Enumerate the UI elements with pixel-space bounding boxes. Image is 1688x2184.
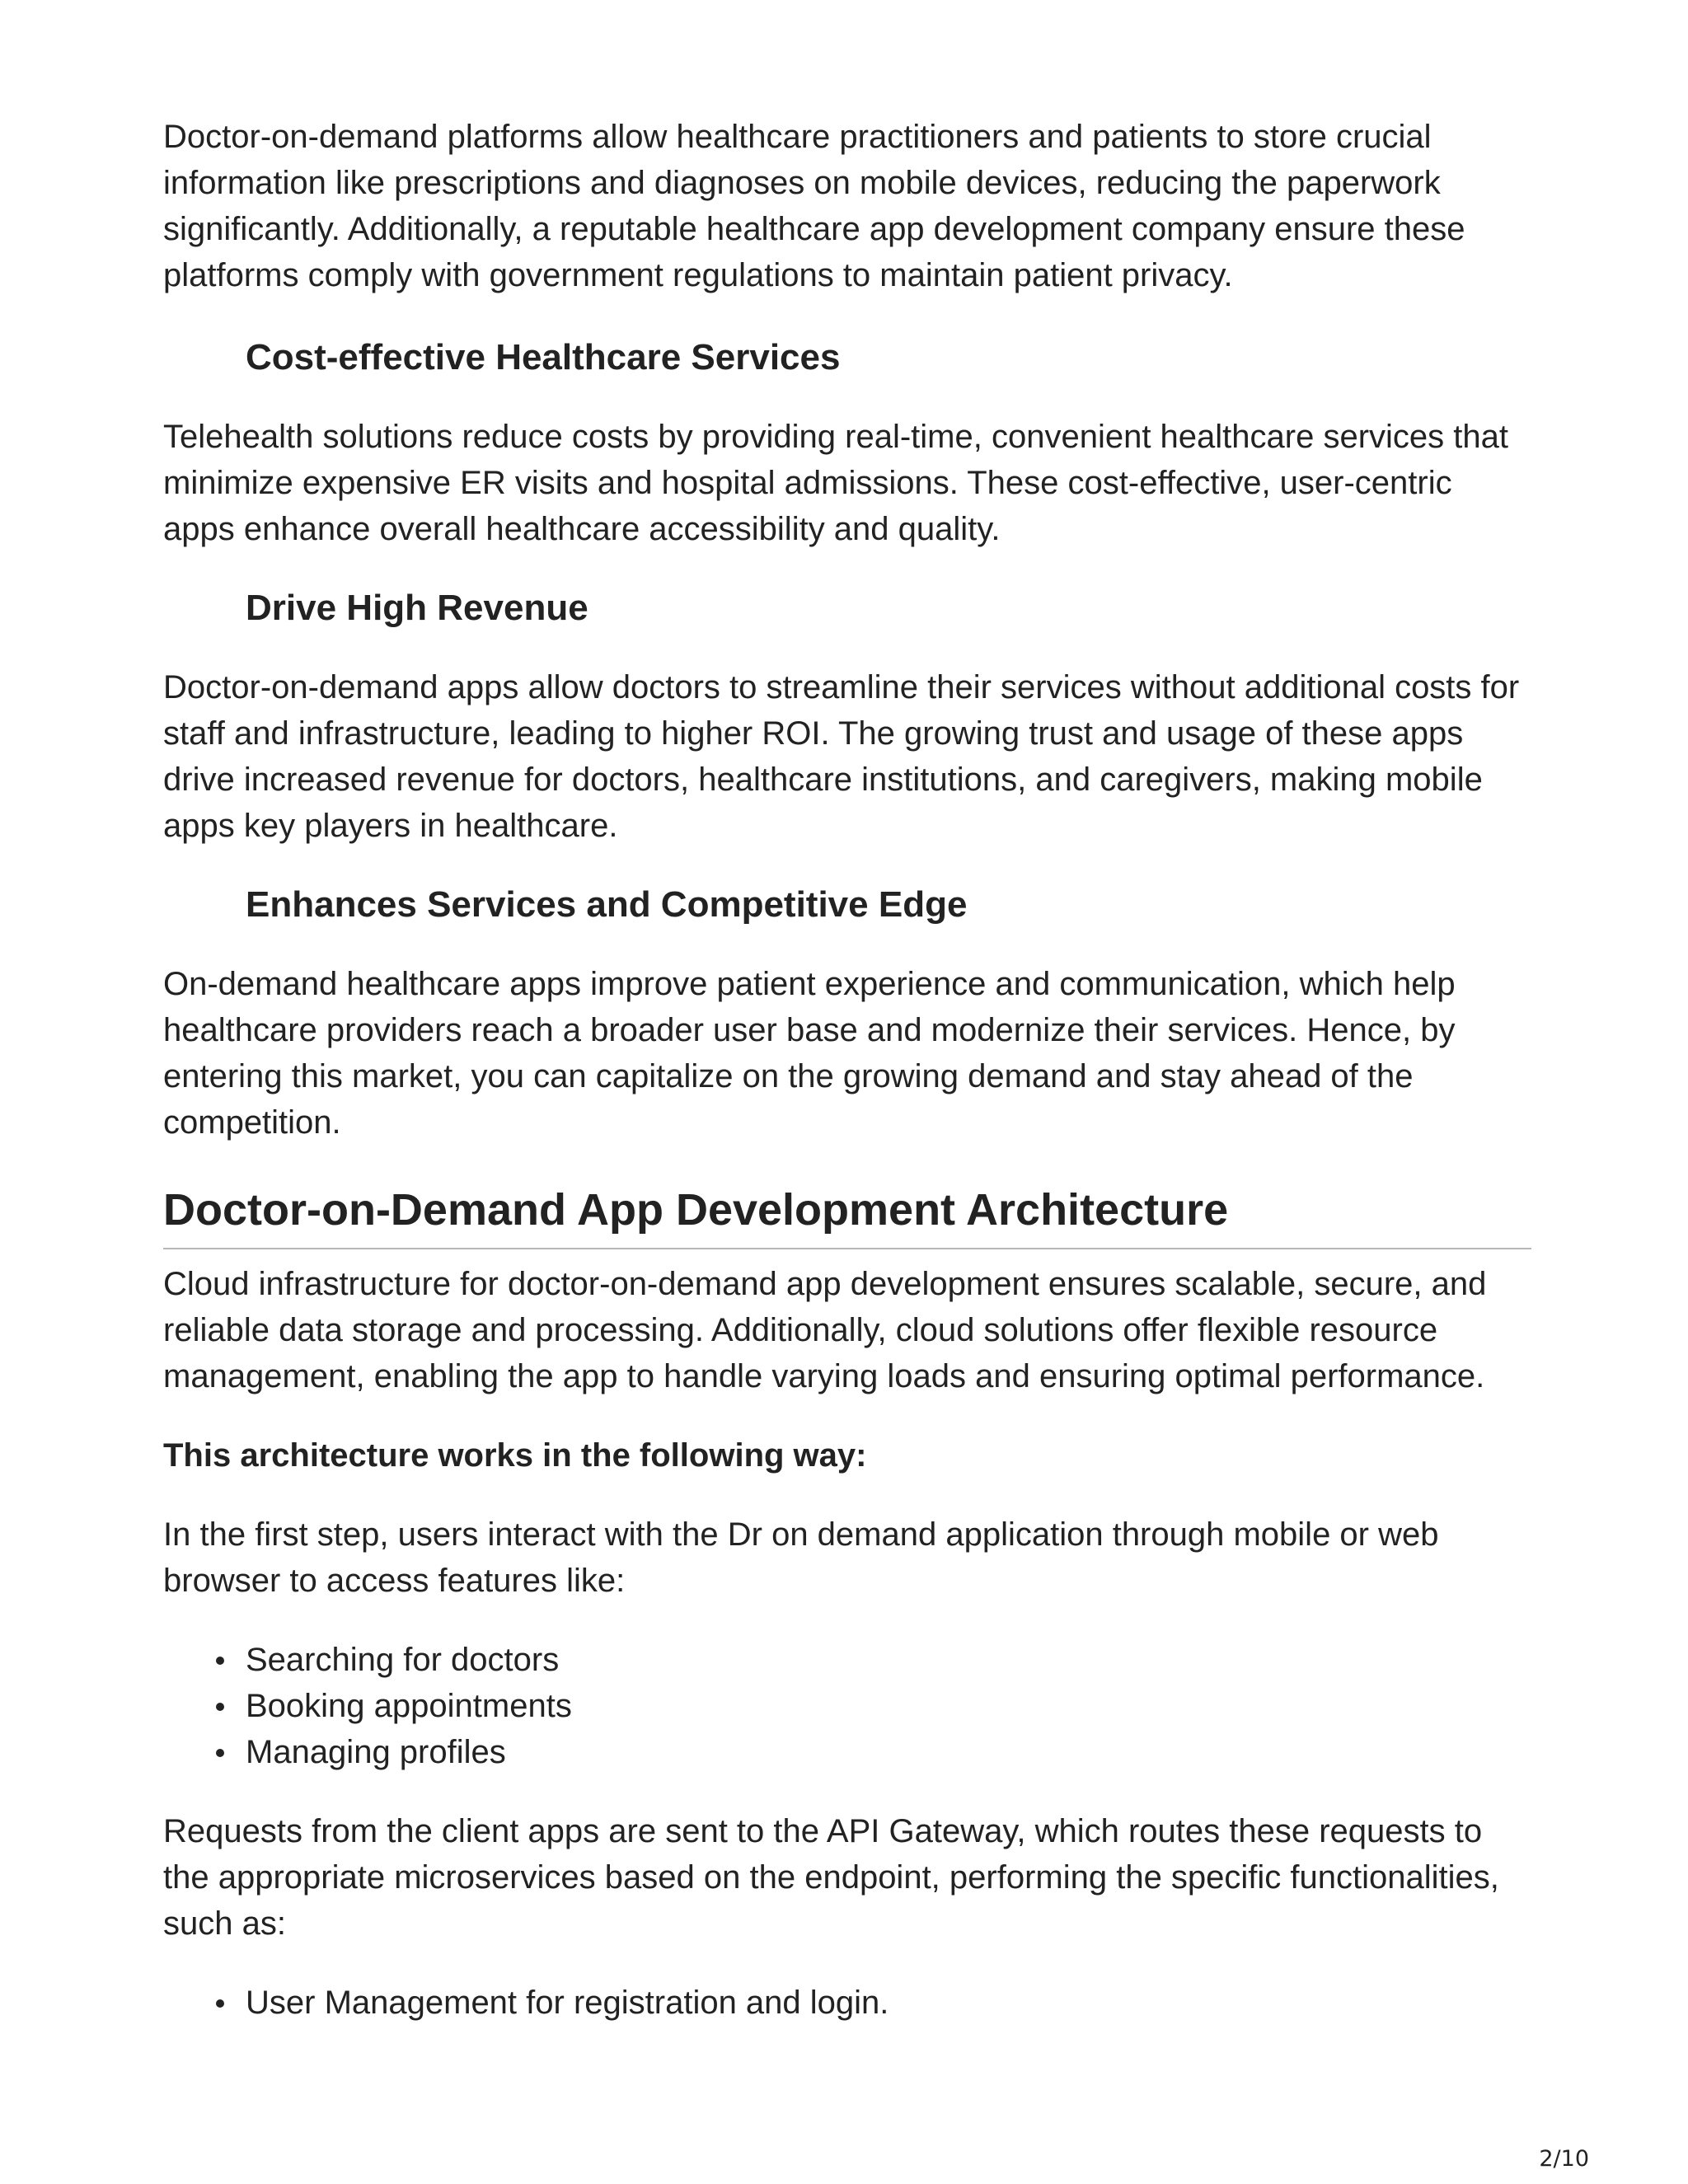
section-heading-competitive-edge: Enhances Services and Competitive Edge	[246, 884, 968, 925]
intro-paragraph: Doctor-on-demand platforms allow healthcare practitioners and patients to store crucial information like prescriptions and diagnoses on mobile devices, reducing the paperwork significantly. Additionally, a reputable healthcare app development company ensure these platforms comply with government regulations to maintain patient privacy.	[163, 119, 1465, 293]
list-item: User Management for registration and login.	[246, 1980, 1531, 2026]
bullet-icon	[216, 1703, 224, 1711]
list-item: Booking appointments	[246, 1683, 1531, 1729]
architecture-lead: This architecture works in the following way:	[163, 1437, 867, 1474]
list-item: Managing profiles	[246, 1729, 1531, 1775]
section-body-revenue: Doctor-on-demand apps allow doctors to streamline their services without additional costs for staff and infrastructure, leading to higher ROI. The growing trust and usage of these apps drive increased revenue for doctors, healthcare institutions, and caregivers, making mobile apps key players in healthcare.	[163, 669, 1520, 844]
list-item: Searching for doctors	[246, 1637, 1531, 1683]
bullet-icon	[216, 1657, 224, 1665]
architecture-step-one: In the first step, users interact with the Dr on demand application through mobile or web browser to access features like:	[163, 1516, 1439, 1599]
page-number: 2/10	[1539, 2146, 1589, 2172]
feature-list	[163, 1637, 1531, 1775]
architecture-heading: Doctor-on-Demand App Development Architecture	[163, 1183, 1531, 1249]
section-body-competitive-edge: On-demand healthcare apps improve patient experience and communication, which help healthcare providers reach a broader user base and modernize their services. Hence, by entering this market, you can capitalize on the growing demand and stay ahead of the competition.	[163, 966, 1456, 1141]
architecture-gateway: Requests from the client apps are sent to the API Gateway, which routes these requests to the appropriate microservices based on the endpoint, performing the specific functionalities, such as:	[163, 1813, 1499, 1942]
section-heading-cost-effective: Cost-effective Healthcare Services	[246, 337, 841, 377]
document-content	[163, 114, 1531, 2059]
architecture-intro: Cloud infrastructure for doctor-on-demand app development ensures scalable, secure, and reliable data storage and processing. Additionally, cloud solutions offer flexible resource management, enabling the app to handle varying loads and ensuring optimal performance.	[163, 1266, 1487, 1394]
microservice-list	[163, 1980, 1531, 2026]
bullet-icon	[216, 1749, 224, 1757]
section-body-cost-effective: Telehealth solutions reduce costs by providing real-time, convenient healthcare services that minimize expensive ER visits and hospital admissions. These cost-effective, user-centric apps enhance overall healthcare accessibility and quality.	[163, 419, 1508, 547]
bullet-icon	[216, 1999, 224, 2008]
section-heading-revenue: Drive High Revenue	[246, 588, 588, 628]
